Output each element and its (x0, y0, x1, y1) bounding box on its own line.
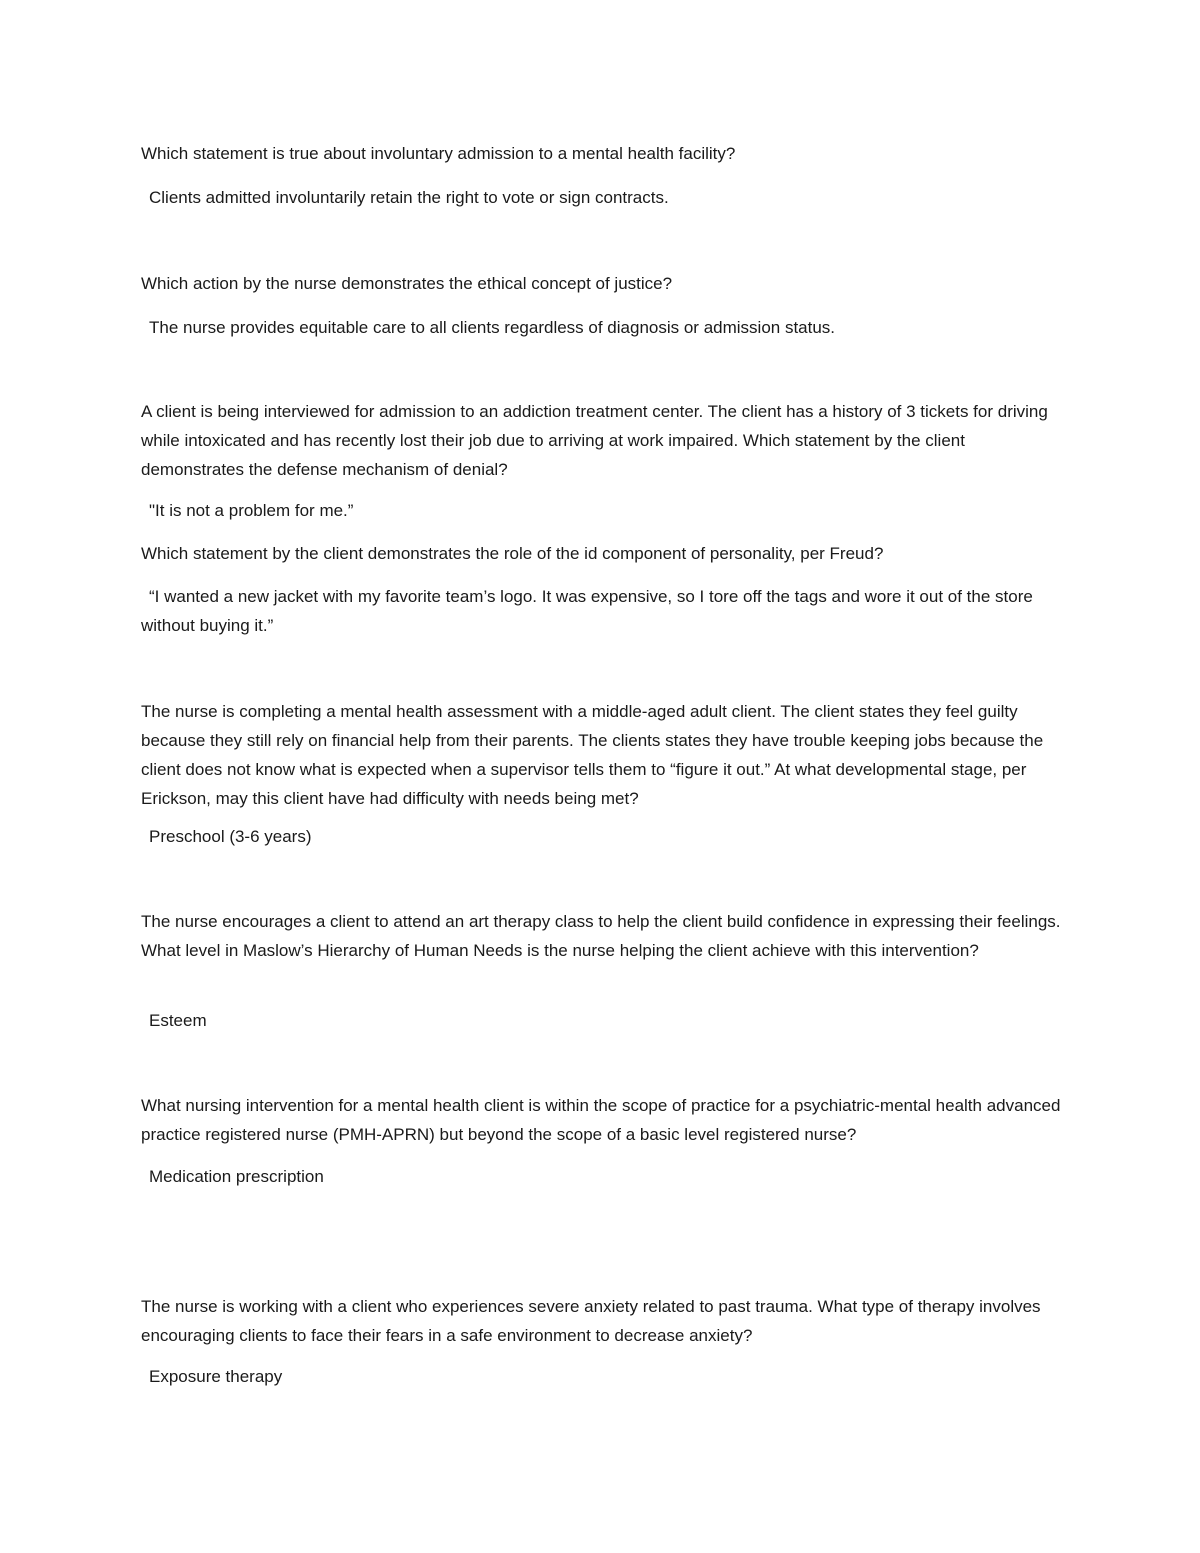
answer-6: Esteem (149, 1011, 207, 1030)
answer-4: “I wanted a new jacket with my favorite team’s logo. It was expensive, so I tore off the tags and wore it out of the store without buying it.” (141, 587, 1033, 635)
question-6: The nurse encourages a client to attend an art therapy class to help the client build confidence in expressing their feelings. What level in Maslow’s Hierarchy of Human Needs is the nurse helping the client achieve with this intervention? (141, 912, 1061, 960)
answer-8: Exposure therapy (149, 1367, 283, 1386)
answer-5: Preschool (3-6 years) (149, 827, 312, 846)
question-1: Which statement is true about involuntary admission to a mental health facility? (141, 144, 736, 163)
question-4: Which statement by the client demonstrates the role of the id component of personality, per Freud? (141, 544, 884, 563)
question-3: A client is being interviewed for admission to an addiction treatment center. The client has a history of 3 tickets for driving while intoxicated and has recently lost their job due to arriving at work impaired. Which statement by the client demonstrates the defense mechanism of denial? (141, 402, 1048, 479)
question-5: The nurse is completing a mental health assessment with a middle-aged adult client. The client states they feel guilty because they still rely on financial help from their parents. The clients states they have trouble keeping jobs because the client does not know what is expected when a supervisor tells them to “figure it out.” At what developmental stage, per Erickson, may this client have had difficulty with needs being met? (141, 702, 1044, 808)
question-7: What nursing intervention for a mental health client is within the scope of practice for a psychiatric-mental health advanced practice registered nurse (PMH-APRN) but beyond the scope of a basic level registered nurse? (141, 1096, 1061, 1144)
answer-3: "It is not a problem for me.” (149, 501, 354, 520)
answer-1: Clients admitted involuntarily retain the right to vote or sign contracts. (149, 188, 669, 207)
answer-2: The nurse provides equitable care to all clients regardless of diagnosis or admission status. (149, 318, 836, 337)
answer-7: Medication prescription (149, 1167, 324, 1186)
question-2: Which action by the nurse demonstrates the ethical concept of justice? (141, 274, 673, 293)
question-8: The nurse is working with a client who experiences severe anxiety related to past trauma. What type of therapy involves encouraging clients to face their fears in a safe environment to decrease anxiety? (141, 1297, 1041, 1345)
